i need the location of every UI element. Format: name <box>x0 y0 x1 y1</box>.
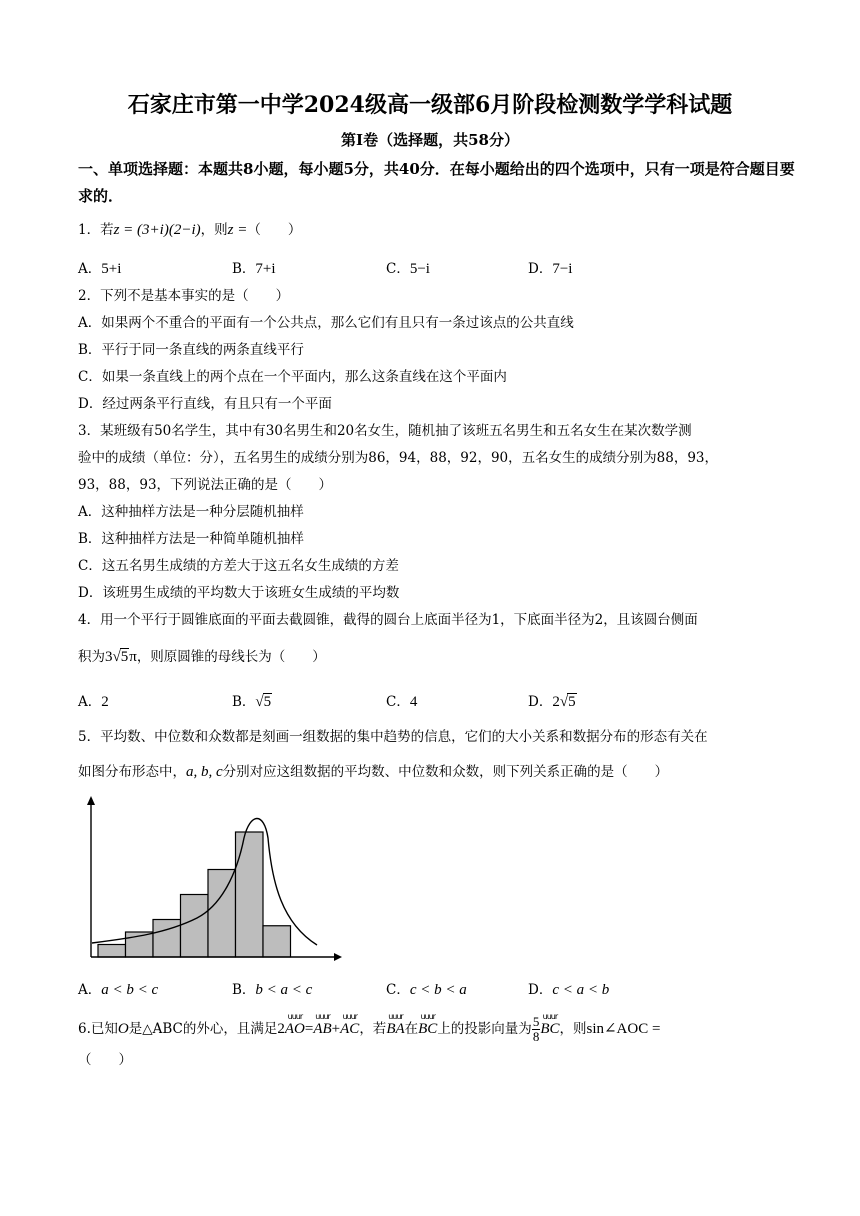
q1-option-a: A．5+i <box>78 261 122 277</box>
question-4-stem-line2: 积为3√5π，则原圆锥的母线长为（ ） <box>78 649 326 665</box>
q5-option-b: B．b < a < c <box>232 982 313 998</box>
y-axis-arrow <box>87 796 95 805</box>
exam-title: 石家庄市第一中学2024级高一级部6月阶段检测数学学科试题 <box>127 92 733 118</box>
q4-option-c: C．4 <box>386 694 418 710</box>
question-4-stem-line1: 4．用一个平行于圆锥底面的平面去截圆锥，截得的圆台上底面半径为1，下底面半径为2，且该圆台侧面 <box>78 612 698 628</box>
q4-option-a: A．2 <box>78 694 109 710</box>
q4-option-b: B．√5 <box>232 694 272 710</box>
q1-option-c: C．5−i <box>386 261 430 277</box>
question-2-stem: 2．下列不是基本事实的是（ ） <box>78 288 290 304</box>
part-subtitle: 第Ⅰ卷（选择题，共58分） <box>341 131 519 149</box>
question-5-stem-line1: 5．平均数、中位数和众数都是刻画一组数据的集中趋势的信息，它们的大小关系和数据分布的形态有关在 <box>78 729 708 745</box>
q1-option-b: B．7+i <box>232 261 276 277</box>
q3-option-a: A．这种抽样方法是一种分层随机抽样 <box>78 504 304 520</box>
q5-option-a: A．a < b < c <box>78 982 159 998</box>
q3-option-c: C．这五名男生成绩的方差大于这五名女生成绩的方差 <box>78 558 399 574</box>
q3-option-b: B．这种抽样方法是一种简单随机抽样 <box>78 531 304 547</box>
distribution-histogram <box>72 793 342 968</box>
question-6-blank: （ ） <box>78 1052 132 1068</box>
histogram-bar <box>153 920 181 958</box>
q5-option-c: C．c < b < a <box>386 982 467 998</box>
q2-option-a: A．如果两个不重合的平面有一个公共点，那么它们有且只有一条过该点的公共直线 <box>78 315 574 331</box>
section-heading: 一、单项选择题：本题共8小题，每小题5分，共40分．在每小题给出的四个选项中，只有一项是符合题目要求的． <box>78 160 795 205</box>
x-axis-arrow <box>334 953 342 961</box>
question-1-stem: 1．若z = (3+i)(2−i)，则z =（ ） <box>78 222 302 238</box>
histogram-bar <box>263 926 291 957</box>
histogram-bar <box>236 832 264 957</box>
histogram-bar <box>181 895 209 958</box>
histogram-bar <box>98 945 126 958</box>
q3-option-d: D．该班男生成绩的平均数大于该班女生成绩的平均数 <box>78 585 400 601</box>
question-5-stem-line2: 如图分布形态中，a, b, c分别对应这组数据的平均数、中位数和众数，则下列关系正确的是（ ） <box>78 764 669 780</box>
q4-option-d: D．2√5 <box>528 694 576 710</box>
q1-option-d: D．7−i <box>528 261 573 277</box>
histogram-bar <box>208 870 236 958</box>
q1-expression: z = (3+i)(2−i) <box>113 222 201 238</box>
question-3-stem-line2: 验中的成绩（单位：分），五名男生的成绩分别为86，94，88，92，90，五名女生的成绩分别为88，93， <box>78 450 718 466</box>
question-3-stem-line3: 93，88，93，下列说法正确的是（ ） <box>78 477 333 493</box>
q2-option-d: D．经过两条平行直线，有且只有一个平面 <box>78 396 332 412</box>
q2-option-b: B．平行于同一条直线的两条直线平行 <box>78 342 304 358</box>
q2-option-c: C．如果一条直线上的两个点在一个平面内，那么这条直线在这个平面内 <box>78 369 507 385</box>
question-6-stem: 6.已知O是△ABC的外心，且满足2 uuur AO= uuur AB+ uuur AC，若 uuur BA在 uuur BC上的投影向量为 $\frac{5}{8}$ uuur BC，则sin∠AOC = <box>78 1012 661 1044</box>
question-3-stem-line1: 3．某班级有50名学生，其中有30名男生和20名女生，随机抽了该班五名男生和五名女生在某次数学测 <box>78 423 692 439</box>
q5-option-d: D．c < a < b <box>528 982 610 998</box>
